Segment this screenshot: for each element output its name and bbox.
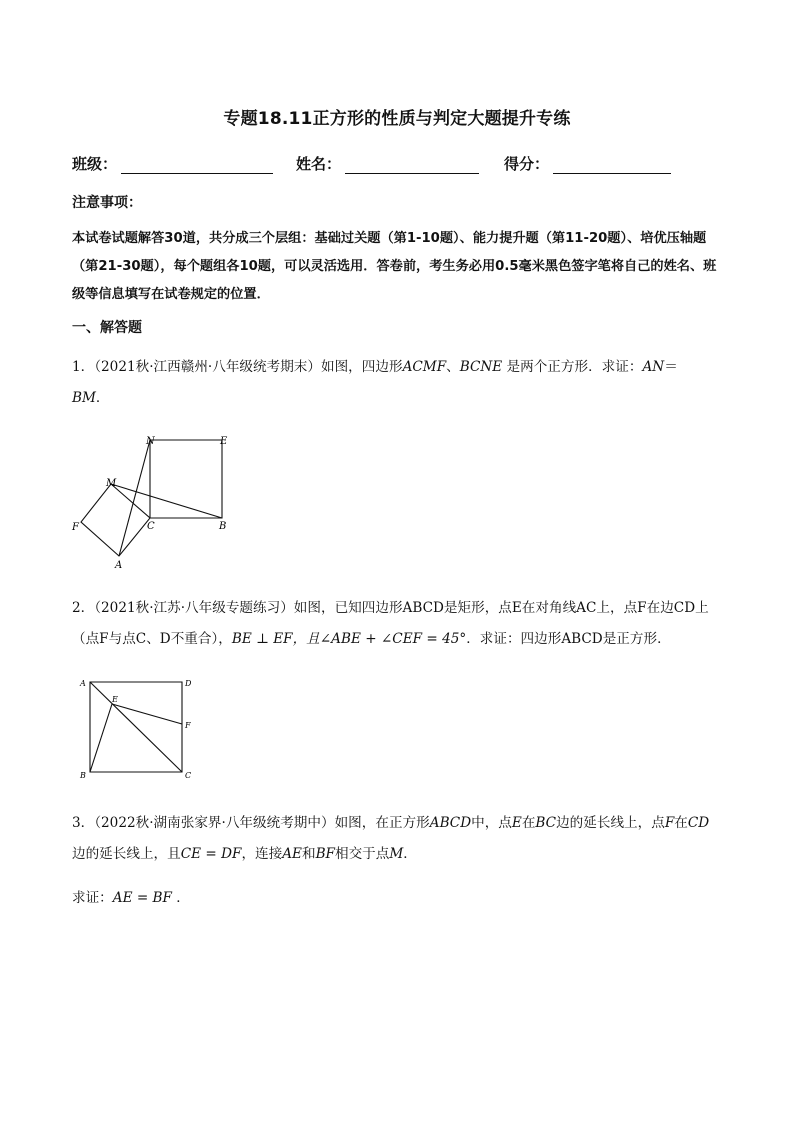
q2-label-d: D xyxy=(185,679,192,688)
q1-claim-a: AN xyxy=(642,359,665,375)
q3-bc: BC xyxy=(535,815,557,831)
q1-figure xyxy=(68,432,238,572)
notice-body: 本试卷试题解答30道，共分成三个层组：基础过关题（第1-10题）、能力提升题（第11-20题）、培优压轴题（第21-30题），每个题组各10题，可以灵活选用．答卷前，考生务必用0.5毫米黑色签字笔将自己的姓名、班级等信息填写在试卷规定的位置． xyxy=(72,231,717,302)
q3-text3: 在 xyxy=(521,815,536,831)
question-3 xyxy=(72,808,722,870)
q1-end: ． xyxy=(95,390,110,406)
q2-figure xyxy=(74,672,204,784)
q2-label-b: B xyxy=(80,771,86,780)
q3-text1: 3．（2022秋·湖南张家界·八年级统考期中）如图，在正方形 xyxy=(72,815,430,831)
q1-sep: 、 xyxy=(446,359,460,375)
q3-text10: ． xyxy=(403,846,417,862)
q3-text5: 在 xyxy=(674,815,688,831)
q1-label-e: E xyxy=(220,436,228,447)
q1-label-m: M xyxy=(106,478,117,489)
class-field xyxy=(72,153,273,174)
q3-text4: 边的延长线上，点 xyxy=(556,815,665,831)
q2-label-c: C xyxy=(185,771,192,780)
q3-point-e: E xyxy=(511,815,522,831)
q3-text2: 中，点 xyxy=(471,815,512,831)
name-label: 姓名： xyxy=(296,155,342,173)
q2-math: BE ⊥ EF，且∠ABE + ∠CEF = 45° xyxy=(231,631,467,647)
q2-label-f: F xyxy=(185,721,191,730)
q1-prefix: 1．（2021秋·江西赣州·八年级统考期末）如图，四边形 xyxy=(72,359,403,375)
q3-text9: 相交于点 xyxy=(334,846,390,862)
q1-shape1: ACMF xyxy=(402,359,447,375)
notice-heading: 注意事项： xyxy=(72,195,142,211)
q1-mid: 是两个正方形．求证： xyxy=(502,359,643,375)
q1-label-b: B xyxy=(219,521,227,532)
score-blank[interactable] xyxy=(553,157,671,174)
q3-point-f: F xyxy=(664,815,675,831)
q3-cd: CD xyxy=(687,815,710,831)
q1-eq: ＝ xyxy=(664,359,678,375)
q2-text2: ．求证：四边形ABCD是正方形． xyxy=(466,631,671,647)
page-title: 专题18.11正方形的性质与判定大题提升专练 xyxy=(223,109,571,129)
question-2 xyxy=(72,593,722,655)
q3-text8: 和 xyxy=(301,846,316,862)
q1-label-c: C xyxy=(147,521,155,532)
q3-proof: AE = BF xyxy=(112,890,172,906)
q3-point-m: M xyxy=(389,846,404,862)
class-label: 班级： xyxy=(72,155,118,173)
q1-label-a: A xyxy=(115,560,123,571)
score-field xyxy=(504,153,671,174)
q1-label-f: F xyxy=(72,522,79,533)
q3-text7: ，连接 xyxy=(241,846,283,862)
score-label: 得分： xyxy=(504,155,550,173)
q2-label-a: A xyxy=(80,679,86,688)
q2-label-e: E xyxy=(112,695,118,704)
q3-bf: BF xyxy=(315,846,335,862)
class-blank[interactable] xyxy=(121,157,273,174)
name-field xyxy=(296,153,479,174)
section-title: 一、解答题 xyxy=(72,320,142,336)
q3-text6: 边的延长线上，且 xyxy=(72,846,181,862)
q1-claim-b: BM xyxy=(72,390,96,406)
question-1 xyxy=(72,352,722,414)
q3-condition: CE = DF xyxy=(180,846,242,862)
q3-ae: AE xyxy=(282,846,302,862)
q3-square: ABCD xyxy=(429,815,472,831)
q2-text1: 2．（2021秋·江苏·八年级专题练习）如图，已知四边形ABCD是矩形，点E在对角线AC上，点F在边CD上（点F与点C、D不重合）， xyxy=(72,600,709,647)
name-blank[interactable] xyxy=(345,157,479,174)
question-3-proof xyxy=(72,883,722,914)
q1-shape2: BCNE xyxy=(459,359,503,375)
q3-proof-end: ． xyxy=(171,890,190,906)
q1-label-n: N xyxy=(146,436,155,447)
q3-proof-label: 求证： xyxy=(72,890,113,906)
